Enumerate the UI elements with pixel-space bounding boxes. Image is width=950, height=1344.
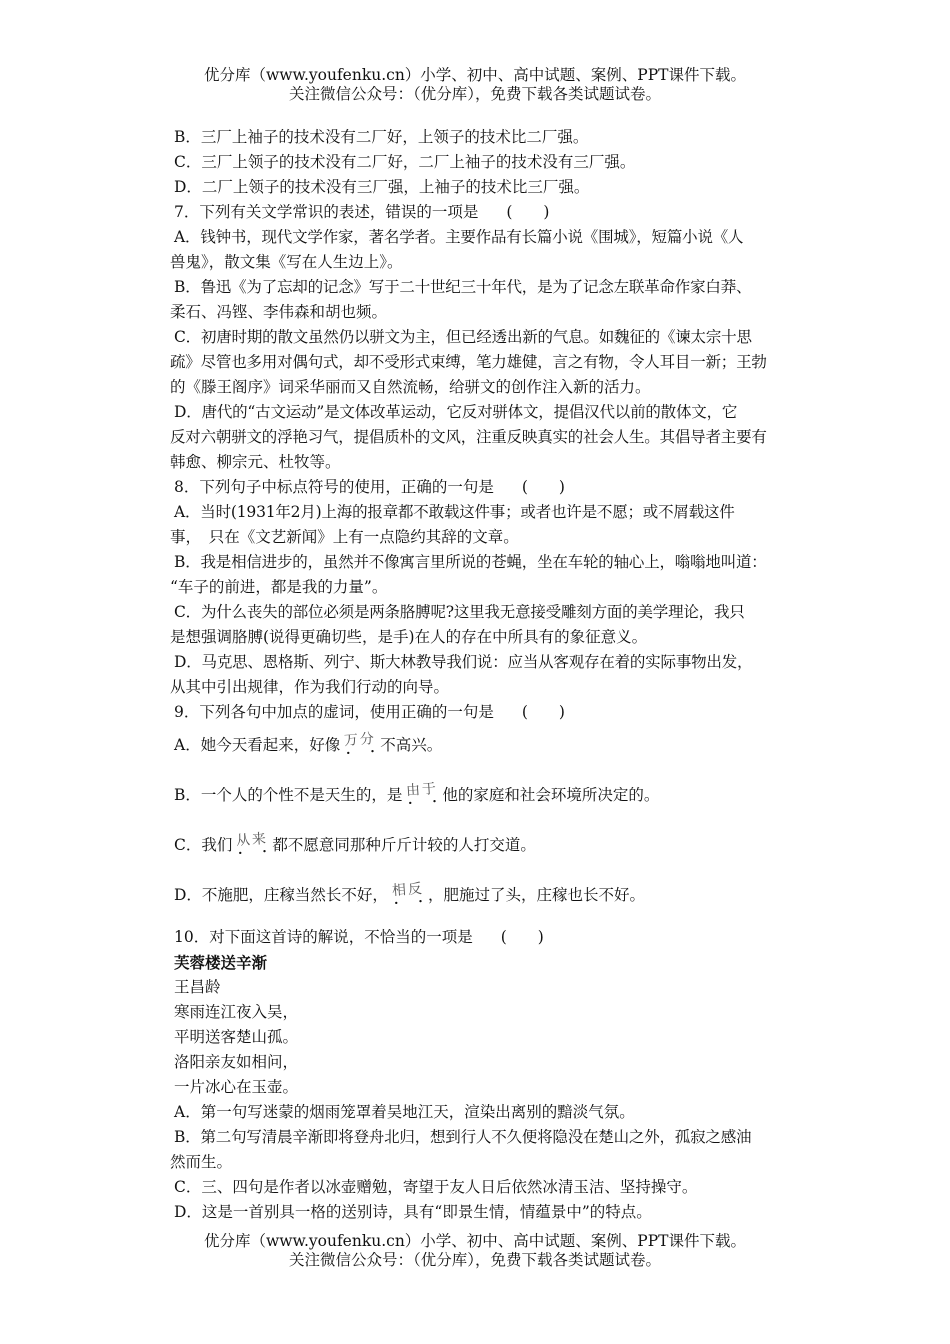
q10-stem — [172, 925, 812, 950]
q8-option-d-line2: 从其中引出规律，作为我们行动的向导。 — [170, 678, 450, 696]
q8-option-a-line1: A．当时(1931年2月)上海的报章都不敢载这件事；或者也许是不愿；或不屑载这件 — [174, 503, 735, 521]
q9-option-b-tail: 他的家庭和社会环境所决定的。 — [442, 786, 660, 804]
q9-option-b-text: B．一个人的个性不是天生的，是 — [174, 786, 403, 804]
q6-option-c: C．三厂上领子的技术没有二厂好，二厂上袖子的技术没有三厂强。 — [174, 153, 636, 171]
q6-option-b: B．三厂上袖子的技术没有二厂好，上领子的技术比二厂强。 — [174, 128, 589, 146]
q7-option-c-line3: 的《滕王阁序》词采华丽而又自然流畅，给骈文的创作注入新的活力。 — [170, 378, 651, 396]
q10-option-b-line1: B．第二句写清晨辛渐即将登舟北归，想到行人不久便将隐没在楚山之外，孤寂之感油 — [174, 1128, 752, 1146]
q9-stem-text: 9．下列各句中加点的虚词，使用正确的一句是 — [174, 703, 494, 721]
q8-stem — [172, 475, 812, 500]
q9-option-c-text: C．我们 — [174, 836, 233, 854]
q10-answer-paren: ( ) — [500, 928, 544, 946]
q9-option-a-text: A．她今天看起来，好像 — [174, 736, 341, 754]
q7-option-d-line1: D．唐代的“古文运动”是文体改革运动，它反对骈体文，提倡汉代以前的散体文，它 — [174, 403, 738, 421]
q7-option-d-line3: 韩愈、柳宗元、杜牧等。 — [170, 453, 341, 471]
q7-stem-text: 7．下列有关文学常识的表述，错误的一项是 — [174, 203, 479, 221]
q8-option-b-line1: B．我是相信进步的，虽然并不像寓言里所说的苍蝇，坐在车轮的轴心上，嗡嗡地叫道： — [174, 553, 767, 571]
q9-option-d-tail: ，肥施过了头，庄稼也长不好。 — [427, 886, 645, 904]
header-line-2: 关注微信公众号：（优分库），免费下载各类试题试卷。 — [288, 85, 661, 103]
poem-verse-4: 一片冰心在玉壶。 — [174, 1078, 299, 1096]
footer-line-1: 优分库（www.youfenku.cn）小学、初中、高中试题、案例、PPT课件下载。 — [203, 1232, 747, 1250]
q8-stem-text: 8．下列句子中标点符号的使用，正确的一句是 — [174, 478, 494, 496]
footer-line-2: 关注微信公众号：（优分库），免费下载各类试题试卷。 — [288, 1251, 661, 1269]
q9-option-a-tail: 不高兴。 — [380, 736, 443, 754]
q8-answer-paren: ( ) — [521, 478, 565, 496]
q7-stem — [172, 200, 812, 225]
poem-verse-2: 平明送客楚山孤。 — [174, 1028, 299, 1046]
poem-title: 芙蓉楼送辛渐 — [174, 953, 268, 972]
q8-option-c-line2: 是想强调胳膊(说得更确切些，是手)在人的存在中所具有的象征意义。 — [170, 628, 648, 646]
q9-option-a — [172, 725, 812, 775]
q7-option-c-line2: 疏》尽管也多用对偶句式，却不受形式束缚，笔力雄健，言之有物，令人耳目一新；王勃 — [170, 353, 767, 371]
q9-option-d-dotted-word: 相反 • • — [391, 874, 425, 906]
q9-stem — [172, 700, 812, 725]
q7-option-a-line1: A．钱钟书，现代文学作家，著名学者。主要作品有长篇小说《围城》，短篇小说《人 — [174, 228, 744, 246]
q7-option-b-line1: B．鲁迅《为了忘却的记念》写于二十世纪三十年代，是为了记念左联革命作家白莽、 — [174, 278, 752, 296]
poem-verse-1: 寒雨连江夜入吴， — [174, 1003, 299, 1021]
q8-option-b-line2: “车子的前进，都是我的力量”。 — [170, 578, 388, 596]
q10-option-a: A．第一句写迷蒙的烟雨笼罩着吴地江天，渲染出离别的黯淡气氛。 — [174, 1103, 635, 1121]
question-content — [172, 125, 812, 1225]
q10-option-b-line2: 然而生。 — [170, 1153, 233, 1171]
header-line-1: 优分库（www.youfenku.cn）小学、初中、高中试题、案例、PPT课件下载。 — [203, 66, 747, 84]
q7-option-c-line1: C．初唐时期的散文虽然仍以骈文为主，但已经透出新的气息。如魏征的《谏太宗十思 — [174, 328, 752, 346]
q8-option-d-line1: D．马克思、恩格斯、列宁、斯大林教导我们说：应当从客观存在着的实际事物出发， — [174, 653, 753, 671]
q9-option-b — [172, 775, 812, 825]
q7-answer-paren: ( ) — [506, 203, 550, 221]
page-footer — [0, 1232, 950, 1270]
q6-option-d: D．二厂上领子的技术没有三厂强，上袖子的技术比三厂强。 — [174, 178, 590, 196]
q10-option-d: D．这是一首别具一格的送别诗，具有“即景生情，情蕴景中”的特点。 — [174, 1203, 652, 1221]
q7-option-a-line2: 兽鬼》，散文集《写在人生边上》。 — [170, 253, 403, 271]
q9-option-c-tail: 都不愿意同那种斤斤计较的人打交道。 — [272, 836, 536, 854]
q10-option-c: C．三、四句是作者以冰壶赠勉，寄望于友人日后依然冰清玉洁、坚持操守。 — [174, 1178, 698, 1196]
q9-option-c — [172, 825, 812, 875]
q9-option-b-dotted-word: 由于 • • — [405, 774, 439, 806]
q8-option-a-line2: 事， 只在《文艺新闻》上有一点隐约其辞的文章。 — [170, 528, 519, 546]
q9-option-a-dotted-word: 万分 • • — [343, 724, 377, 756]
q9-answer-paren: ( ) — [521, 703, 565, 721]
page-header — [0, 66, 950, 104]
q9-option-d-text: D．不施肥，庄稼当然长不好， — [174, 886, 388, 904]
poem-author: 王昌龄 — [174, 978, 221, 996]
q10-stem-text: 10．对下面这首诗的解说，不恰当的一项是 — [174, 928, 473, 946]
q7-option-b-line2: 柔石、冯铿、李伟森和胡也频。 — [170, 303, 388, 321]
q9-option-c-dotted-word: 从来 • • — [235, 824, 269, 856]
poem-verse-3: 洛阳亲友如相问， — [174, 1053, 299, 1071]
q7-option-d-line2: 反对六朝骈文的浮艳习气，提倡质朴的文风，注重反映真实的社会人生。其倡导者主要有 — [170, 428, 767, 446]
q9-option-d — [172, 875, 812, 925]
q8-option-c-line1: C．为什么丧失的部位必须是两条胳膊呢?这里我无意接受雕刻方面的美学理论，我只 — [174, 603, 745, 621]
